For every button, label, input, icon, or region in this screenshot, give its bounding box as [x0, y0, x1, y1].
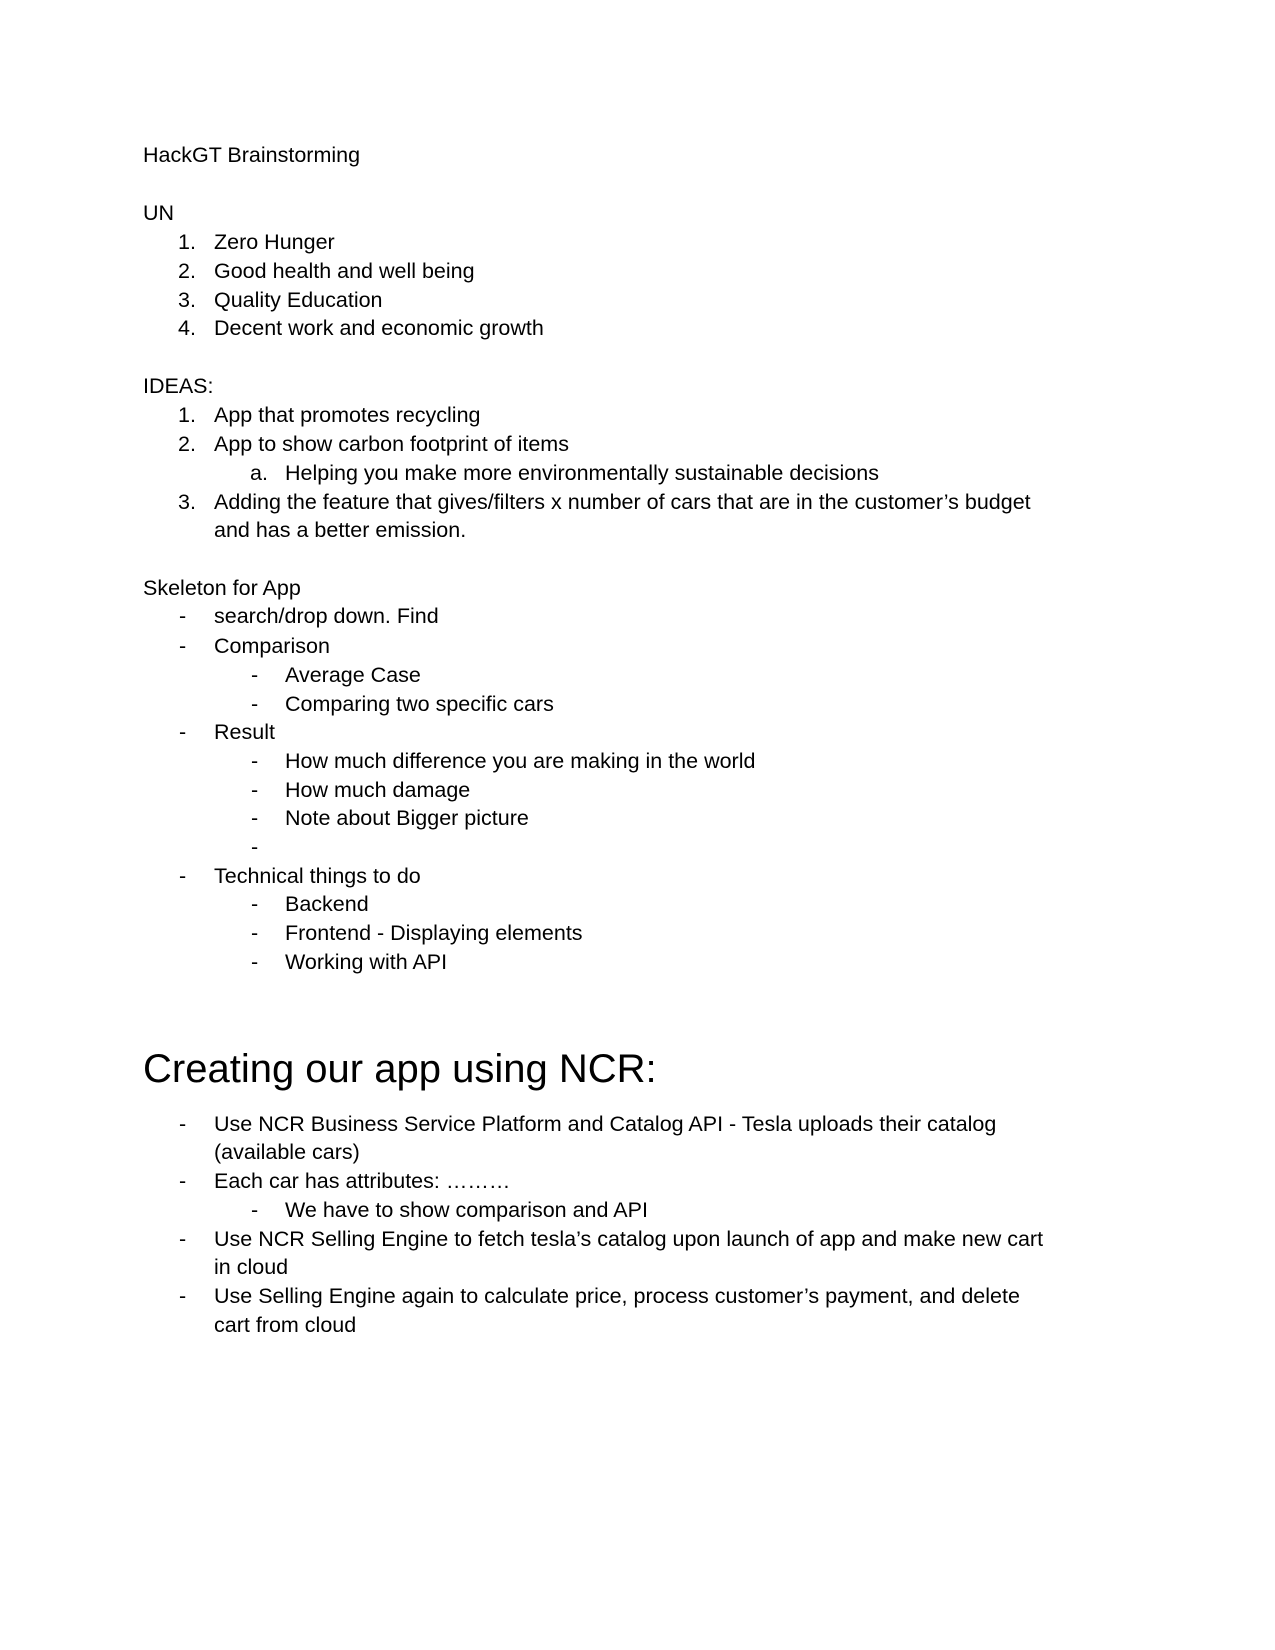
section-label-skeleton: Skeleton for App — [143, 576, 301, 600]
sub-list-item: How much difference you are making in the world — [285, 749, 756, 773]
bullet-dash: - — [251, 835, 259, 859]
list-item: Each car has attributes: ……… — [214, 1169, 511, 1193]
list-marker: 3. — [178, 288, 196, 312]
list-item: search/drop down. Find — [214, 604, 439, 628]
list-marker: 2. — [178, 259, 196, 283]
list-marker: 2. — [178, 432, 196, 456]
sub-list-item: Working with API — [285, 950, 448, 974]
sub-list-item: Note about Bigger picture — [285, 806, 529, 830]
sub-list-item: Helping you make more environmentally sustainable decisions — [285, 461, 879, 485]
sub-list-item: We have to show comparison and API — [285, 1198, 648, 1222]
bullet-dash: - — [251, 663, 259, 687]
sub-list-item: Comparing two specific cars — [285, 692, 554, 716]
bullet-dash: - — [179, 1112, 187, 1136]
section-label-ideas: IDEAS: — [143, 374, 214, 398]
section-label-un: UN — [143, 201, 175, 225]
bullet-dash: - — [251, 1198, 259, 1222]
list-item: Comparison — [214, 634, 330, 658]
sub-list-item: Backend — [285, 892, 369, 916]
bullet-dash: - — [251, 749, 259, 773]
list-item-continuation: cart from cloud — [214, 1313, 357, 1337]
sub-list-marker: a. — [250, 461, 268, 485]
bullet-dash: - — [179, 720, 187, 744]
sub-list-item: Frontend - Displaying elements — [285, 921, 583, 945]
document-title: HackGT Brainstorming — [143, 143, 361, 167]
bullet-dash: - — [179, 604, 187, 628]
list-marker: 1. — [178, 230, 196, 254]
section-heading-ncr: Creating our app using NCR: — [143, 1047, 657, 1091]
list-item-continuation: and has a better emission. — [214, 518, 467, 542]
bullet-dash: - — [251, 806, 259, 830]
list-item: App to show carbon footprint of items — [214, 432, 569, 456]
list-item: Decent work and economic growth — [214, 316, 544, 340]
list-item-continuation: in cloud — [214, 1255, 289, 1279]
list-item-continuation: (available cars) — [214, 1140, 360, 1164]
list-item: Result — [214, 720, 275, 744]
list-marker: 3. — [178, 490, 196, 514]
sub-list-item: Average Case — [285, 663, 421, 687]
bullet-dash: - — [179, 634, 187, 658]
list-marker: 4. — [178, 316, 196, 340]
list-item: Adding the feature that gives/filters x number of cars that are in the customer’s budget — [214, 490, 1031, 514]
bullet-dash: - — [251, 692, 259, 716]
bullet-dash: - — [251, 892, 259, 916]
bullet-dash: - — [179, 1227, 187, 1251]
list-item: Use NCR Selling Engine to fetch tesla’s catalog upon launch of app and make new cart — [214, 1227, 1044, 1251]
bullet-dash: - — [179, 1284, 187, 1308]
bullet-dash: - — [179, 864, 187, 888]
sub-list-item: How much damage — [285, 778, 471, 802]
list-item: Use Selling Engine again to calculate price, process customer’s payment, and delete — [214, 1284, 1020, 1308]
list-item: App that promotes recycling — [214, 403, 481, 427]
list-item: Quality Education — [214, 288, 383, 312]
bullet-dash: - — [251, 921, 259, 945]
bullet-dash: - — [251, 950, 259, 974]
list-item: Technical things to do — [214, 864, 421, 888]
list-marker: 1. — [178, 403, 196, 427]
list-item: Good health and well being — [214, 259, 475, 283]
bullet-dash: - — [179, 1169, 187, 1193]
bullet-dash: - — [251, 778, 259, 802]
list-item: Use NCR Business Service Platform and Catalog API - Tesla uploads their catalog — [214, 1112, 997, 1136]
list-item: Zero Hunger — [214, 230, 335, 254]
